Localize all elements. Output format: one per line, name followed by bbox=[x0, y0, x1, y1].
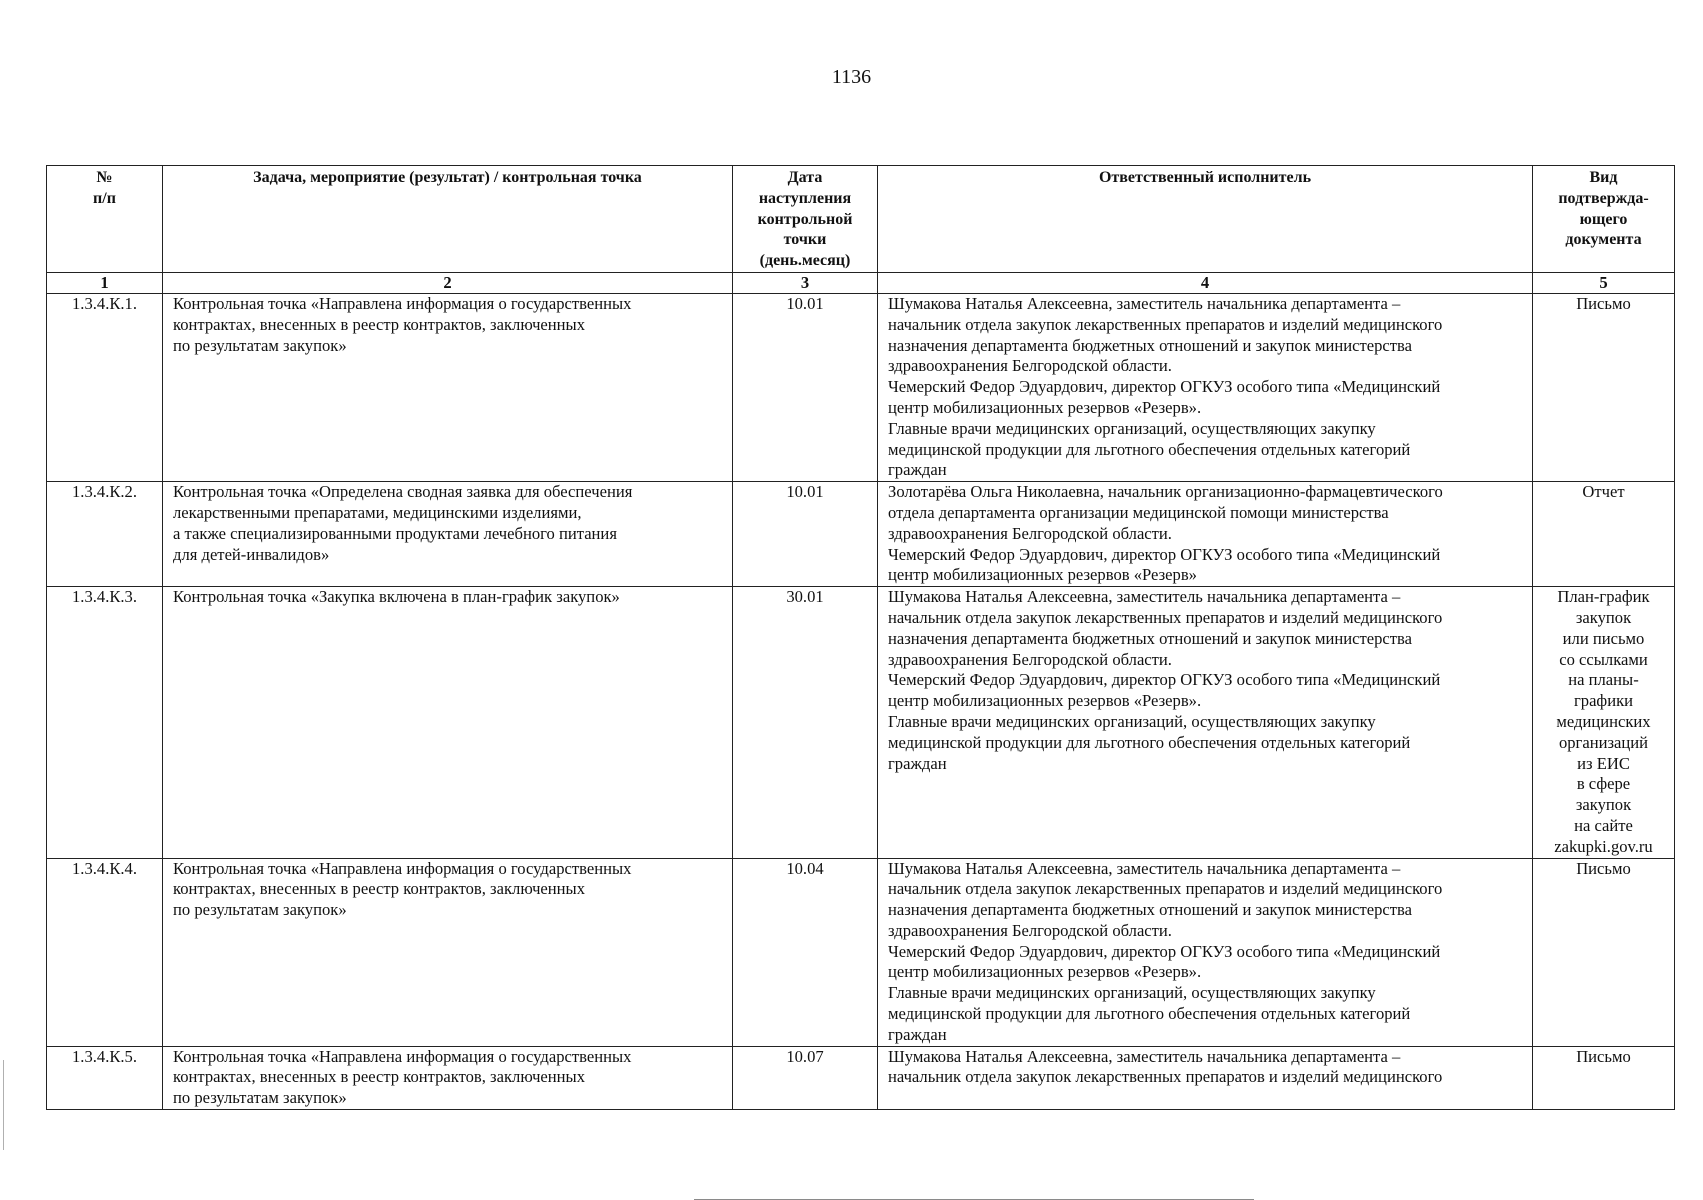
text-line: контрактах, внесенных в реестр контрактов, заключенных bbox=[173, 879, 585, 899]
text-line: Контрольная точка «Направлена информация о государственных bbox=[173, 293, 632, 313]
text-line: здравоохранения Белгородской области. bbox=[888, 523, 1172, 543]
text-line: Задача, мероприятие (результат) / контрольная точка bbox=[253, 169, 642, 186]
page-number: 1136 bbox=[831, 66, 872, 88]
table-row bbox=[47, 587, 1675, 858]
text-line: Отчет bbox=[1582, 482, 1625, 502]
date-cell: 10.04 bbox=[733, 858, 878, 1046]
text-line: Чемерский Федор Эдуардович, директор ОГКУЗ особого типа «Медицинский bbox=[888, 544, 1441, 564]
text-line: наступления bbox=[758, 189, 852, 207]
text-line: в сфере bbox=[1576, 774, 1631, 794]
task-cell bbox=[163, 482, 733, 587]
column-number-row bbox=[47, 272, 1675, 293]
text-line: Ответственный исполнитель bbox=[1098, 169, 1312, 186]
text-line: Чемерский Федор Эдуардович, директор ОГКУЗ особого типа «Медицинский bbox=[888, 670, 1441, 690]
scan-edge-artifact bbox=[3, 1060, 4, 1150]
responsible-cell bbox=[878, 482, 1533, 587]
text-line: № bbox=[96, 169, 113, 186]
text-line: по результатам закупок» bbox=[173, 1088, 347, 1108]
text-line: центр мобилизационных резервов «Резерв». bbox=[888, 691, 1202, 711]
responsible-cell bbox=[878, 858, 1533, 1046]
column-number: 2 bbox=[163, 272, 733, 293]
task-cell bbox=[163, 1046, 733, 1109]
date-cell: 30.01 bbox=[733, 587, 878, 858]
text-line: центр мобилизационных резервов «Резерв». bbox=[888, 397, 1202, 417]
text-line: закупок bbox=[1575, 607, 1632, 627]
text-line: ющего bbox=[1579, 210, 1628, 228]
text-line: Главные врачи медицинских организаций, осуществляющих закупку bbox=[888, 711, 1376, 731]
text-line: закупок bbox=[1575, 795, 1632, 815]
text-line: начальник отдела закупок лекарственных препаратов и изделий медицинского bbox=[888, 607, 1443, 627]
text-line: Главные врачи медицинских организаций, осуществляющих закупку bbox=[888, 418, 1376, 438]
text-line: Чемерский Федор Эдуардович, директор ОГКУЗ особого типа «Медицинский bbox=[888, 377, 1441, 397]
task-cell bbox=[163, 587, 733, 858]
row-number: 1.3.4.К.2. bbox=[47, 482, 163, 587]
text-line: а также специализированными продуктами лечебного питания bbox=[173, 523, 617, 543]
text-line: здравоохранения Белгородской области. bbox=[888, 649, 1172, 669]
text-line: начальник отдела закупок лекарственных препаратов и изделий медицинского bbox=[888, 314, 1443, 334]
text-line: План-график bbox=[1557, 587, 1650, 607]
text-line: организаций bbox=[1558, 732, 1649, 752]
table-row bbox=[47, 1046, 1675, 1109]
text-line: Чемерский Федор Эдуардович, директор ОГКУЗ особого типа «Медицинский bbox=[888, 941, 1441, 961]
date-cell: 10.01 bbox=[733, 293, 878, 481]
text-line: контрактах, внесенных в реестр контрактов, заключенных bbox=[173, 1067, 585, 1087]
header-responsible bbox=[878, 166, 1533, 273]
date-cell: 10.07 bbox=[733, 1046, 878, 1109]
text-line: подтвержда- bbox=[1558, 189, 1649, 207]
text-line: здравоохранения Белгородской области. bbox=[888, 920, 1172, 940]
text-line: центр мобилизационных резервов «Резерв». bbox=[888, 962, 1202, 982]
text-line: Контрольная точка «Направлена информация о государственных bbox=[173, 1046, 632, 1066]
task-cell bbox=[163, 293, 733, 481]
table-header-row bbox=[47, 166, 1675, 273]
text-line: на сайте bbox=[1574, 815, 1633, 835]
text-line: назначения департамента бюджетных отношений и закупок министерства bbox=[888, 335, 1412, 355]
text-line: Вид bbox=[1589, 169, 1618, 186]
header-num bbox=[47, 166, 163, 273]
text-line: контрактах, внесенных в реестр контрактов, заключенных bbox=[173, 314, 585, 334]
column-number: 3 bbox=[733, 272, 878, 293]
text-line: Шумакова Наталья Алексеевна, заместитель начальника департамента – bbox=[888, 587, 1401, 607]
text-line: медицинской продукции для льготного обеспечения отдельных категорий bbox=[888, 732, 1411, 752]
text-line: Дата bbox=[787, 169, 823, 186]
text-line: Шумакова Наталья Алексеевна, заместитель начальника департамента – bbox=[888, 858, 1401, 878]
text-line: назначения департамента бюджетных отношений и закупок министерства bbox=[888, 900, 1412, 920]
text-line: Шумакова Наталья Алексеевна, заместитель начальника департамента – bbox=[888, 293, 1401, 313]
text-line: на планы- bbox=[1568, 670, 1639, 690]
table-row bbox=[47, 482, 1675, 587]
column-number: 5 bbox=[1533, 272, 1675, 293]
text-line: медицинской продукции для льготного обеспечения отдельных категорий bbox=[888, 1004, 1411, 1024]
text-line: Главные врачи медицинских организаций, осуществляющих закупку bbox=[888, 983, 1376, 1003]
text-line: лекарственными препаратами, медицинскими изделиями, bbox=[173, 502, 582, 522]
text-line: по результатам закупок» bbox=[173, 335, 347, 355]
text-line: центр мобилизационных резервов «Резерв» bbox=[888, 565, 1197, 585]
responsible-cell bbox=[878, 1046, 1533, 1109]
column-number: 4 bbox=[878, 272, 1533, 293]
text-line: для детей-инвалидов» bbox=[173, 544, 330, 564]
text-line: Письмо bbox=[1576, 1046, 1631, 1066]
text-line: здравоохранения Белгородской области. bbox=[888, 356, 1172, 376]
text-line: Золотарёва Ольга Николаевна, начальник организационно-фармацевтического bbox=[888, 482, 1443, 502]
responsible-cell bbox=[878, 587, 1533, 858]
text-line: п/п bbox=[93, 189, 116, 207]
text-line: медицинской продукции для льготного обеспечения отдельных категорий bbox=[888, 439, 1411, 459]
document-type-cell bbox=[1533, 482, 1675, 587]
text-line: контрольной bbox=[757, 210, 853, 228]
text-line: документа bbox=[1565, 231, 1642, 249]
row-number: 1.3.4.К.1. bbox=[47, 293, 163, 481]
text-line: медицинских bbox=[1556, 711, 1651, 731]
text-line: начальник отдела закупок лекарственных препаратов и изделий медицинского bbox=[888, 879, 1443, 899]
text-line: начальник отдела закупок лекарственных препаратов и изделий медицинского bbox=[888, 1067, 1443, 1087]
text-line: граждан bbox=[888, 460, 947, 480]
text-line: графики bbox=[1573, 691, 1634, 711]
text-line: или письмо bbox=[1562, 628, 1645, 648]
text-line: отдела департамента организации медицинской помощи министерства bbox=[888, 502, 1389, 522]
text-line: Письмо bbox=[1576, 858, 1631, 878]
text-line: Контрольная точка «Определена сводная заявка для обеспечения bbox=[173, 482, 633, 502]
text-line: Письмо bbox=[1576, 293, 1631, 313]
text-line: zakupki.gov.ru bbox=[1554, 836, 1653, 856]
document-type-cell bbox=[1533, 1046, 1675, 1109]
row-number: 1.3.4.К.3. bbox=[47, 587, 163, 858]
text-line: граждан bbox=[888, 1024, 947, 1044]
table-row bbox=[47, 293, 1675, 481]
document-type-cell bbox=[1533, 587, 1675, 858]
text-line: (день.месяц) bbox=[759, 252, 851, 270]
text-line: Шумакова Наталья Алексеевна, заместитель начальника департамента – bbox=[888, 1046, 1401, 1066]
header-doc bbox=[1533, 166, 1675, 273]
document-type-cell bbox=[1533, 293, 1675, 481]
row-number: 1.3.4.К.5. bbox=[47, 1046, 163, 1109]
text-line: со ссылками bbox=[1559, 649, 1648, 669]
column-number: 1 bbox=[47, 272, 163, 293]
document-type-cell bbox=[1533, 858, 1675, 1046]
text-line: граждан bbox=[888, 753, 947, 773]
text-line: Контрольная точка «Закупка включена в план-график закупок» bbox=[173, 587, 620, 607]
header-date bbox=[733, 166, 878, 273]
table-row bbox=[47, 858, 1675, 1046]
text-line: назначения департамента бюджетных отношений и закупок министерства bbox=[888, 628, 1412, 648]
date-cell: 10.01 bbox=[733, 482, 878, 587]
text-line: по результатам закупок» bbox=[173, 900, 347, 920]
text-line: из ЕИС bbox=[1577, 753, 1630, 773]
header-task bbox=[163, 166, 733, 273]
control-points-table bbox=[46, 165, 1675, 1110]
text-line: точки bbox=[783, 231, 827, 249]
row-number: 1.3.4.К.4. bbox=[47, 858, 163, 1046]
responsible-cell bbox=[878, 293, 1533, 481]
text-line: Контрольная точка «Направлена информация о государственных bbox=[173, 858, 632, 878]
task-cell bbox=[163, 858, 733, 1046]
